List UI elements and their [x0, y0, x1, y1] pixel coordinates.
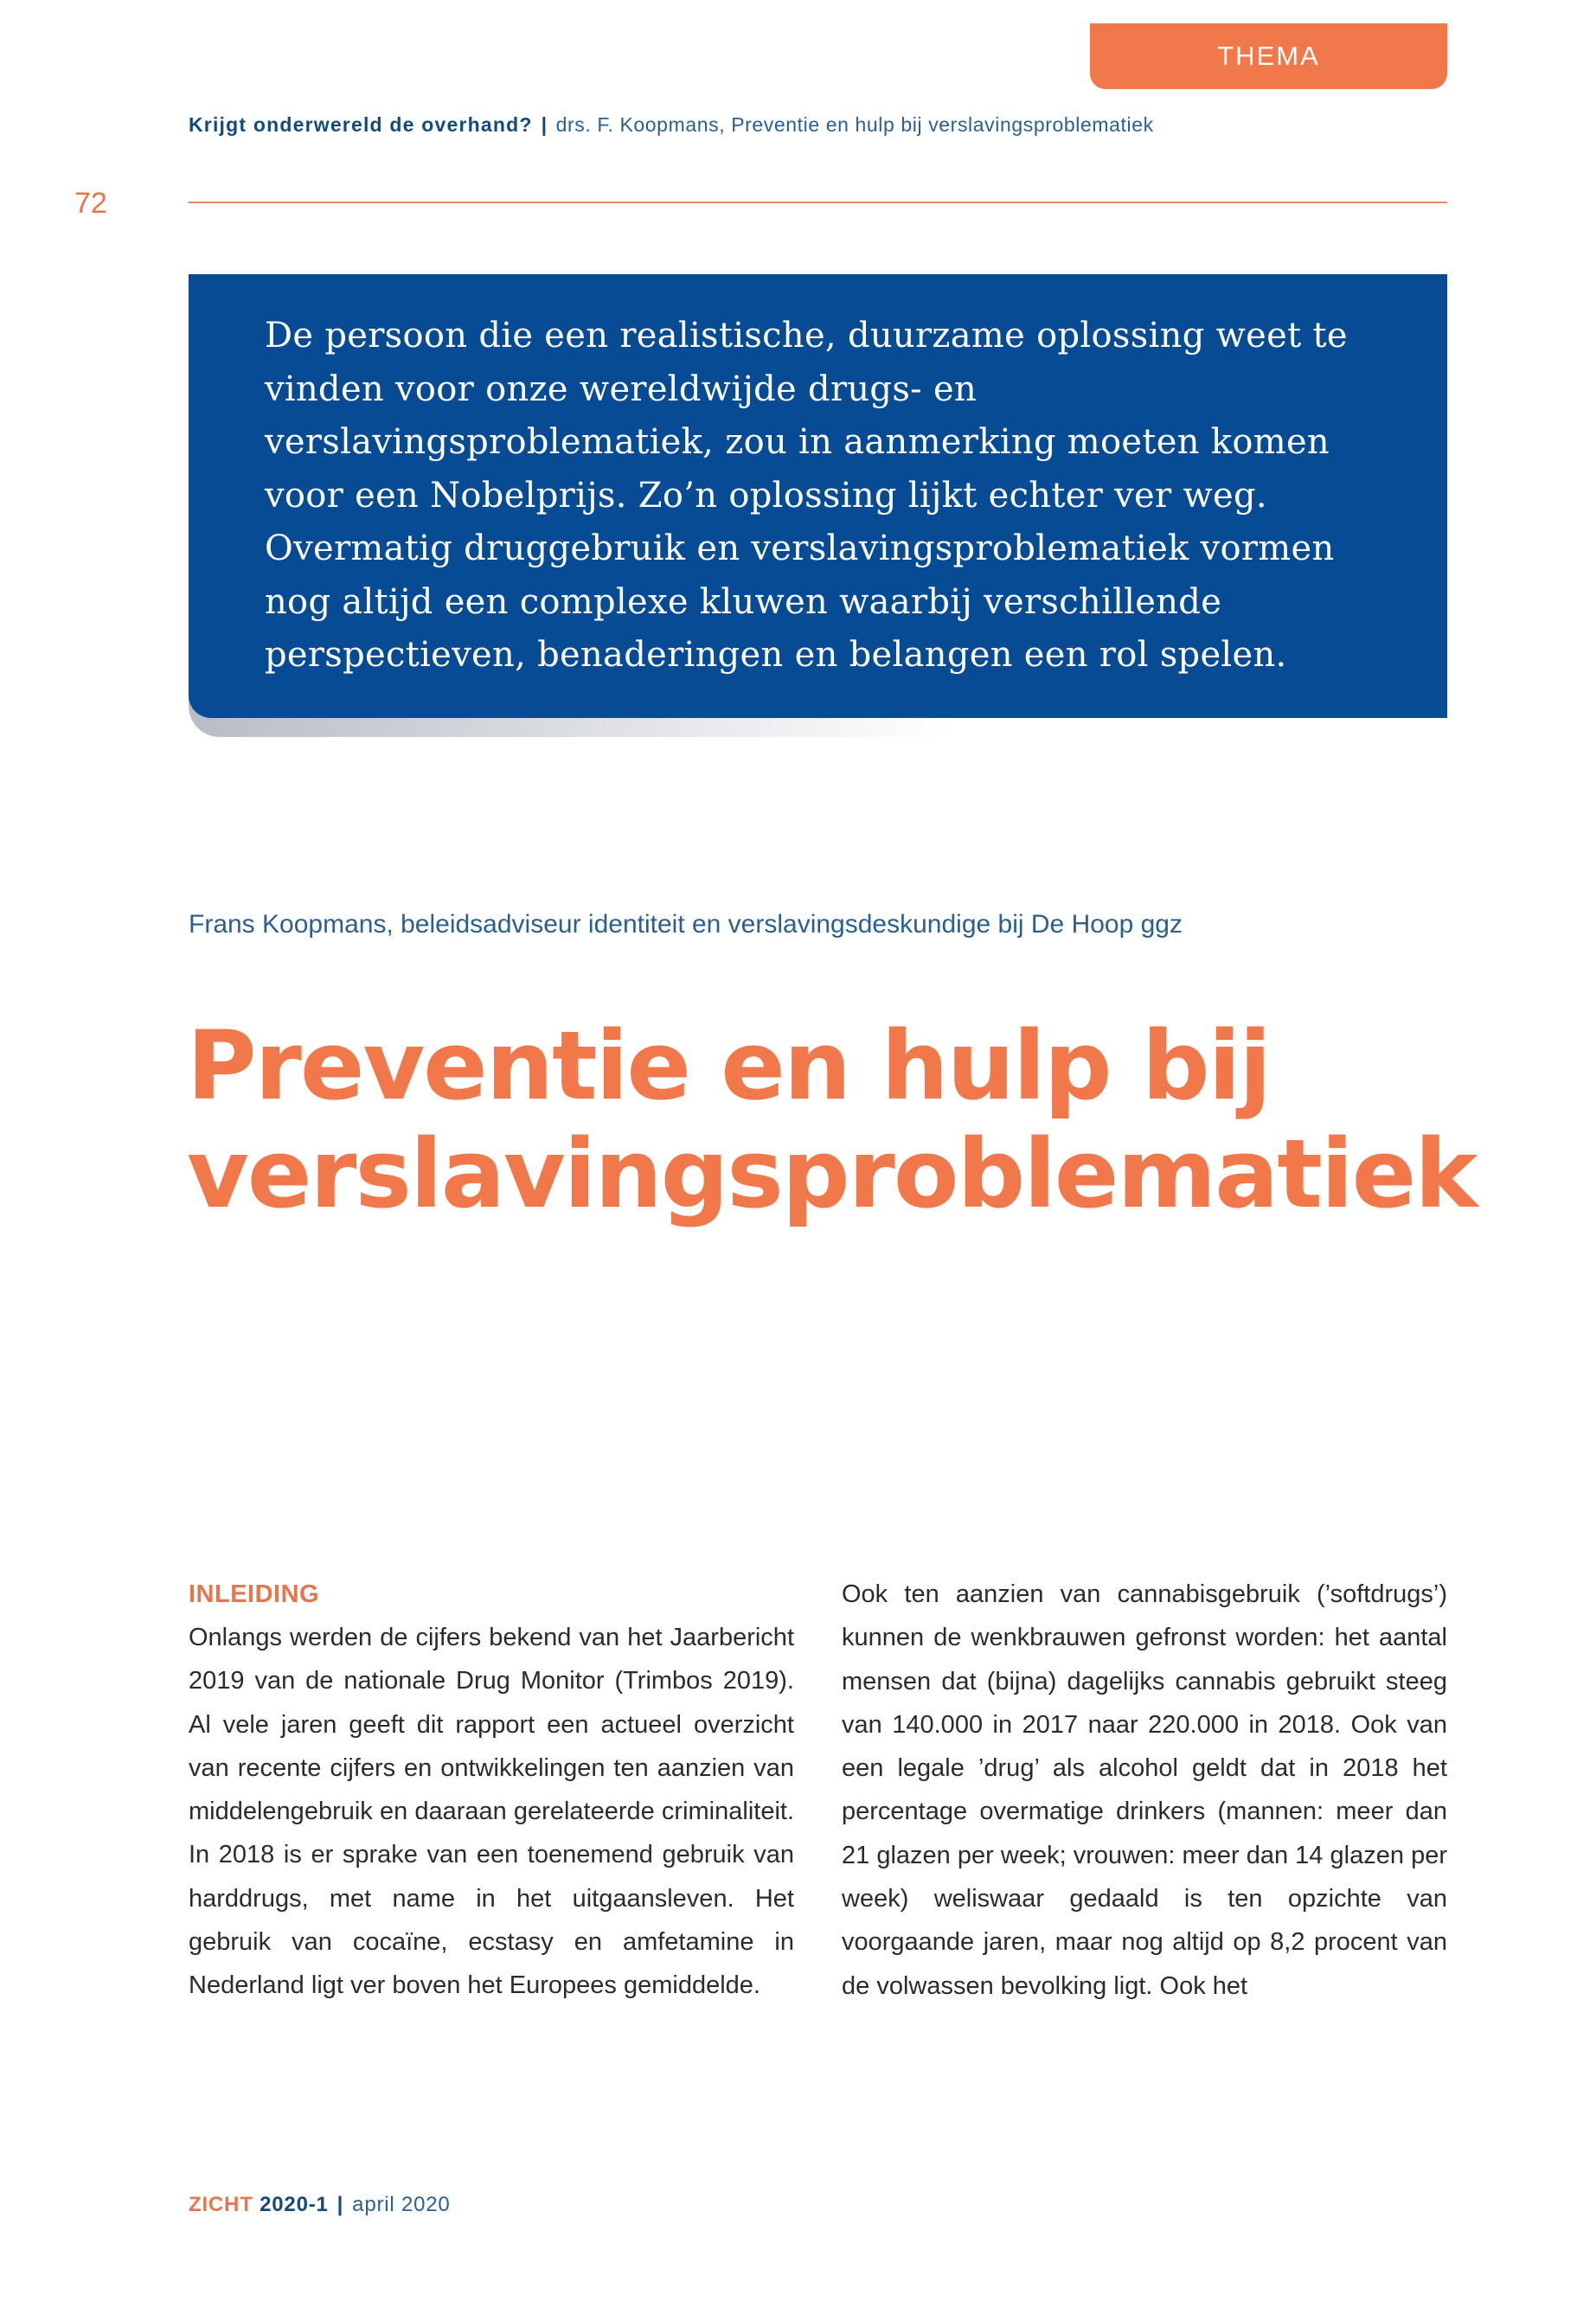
- lead-text: De persoon die een realistische, duurzame oplossing weet te vinden voor onze wereldwijde drugs- en verslavingsproblematiek, zou in aanmerking moeten komen voor een Nobelprijs. Zo’n oplossing lijkt echter ver weg. Overmatig druggebruik en verslavingsproblematiek vormen nog altijd een complexe kluwen waarbij verschillende perspectieven, benaderingen en belangen een rol spelen.: [265, 316, 1348, 675]
- body-paragraph-2: Ook ten aanzien van cannabisgebruik (’softdrugs’) kunnen de wenkbrauwen gefronst worden: het aantal mensen dat (bijna) dagelijks cannabis gebruikt steeg van 140.000 in 2017 naar 220.000 in 2018. Ook van een legale ’drug’ als alcohol geldt dat in 2018 het percentage overmatige drinkers (mannen: meer dan 21 glazen per week; vrouwen: meer dan 14 glazen per week) weliswaar gedaald is ten opzichte van voorgaande jaren, maar nog altijd op 8,2 procent van de volwassen bevolking ligt. Ook het: [842, 1580, 1447, 2000]
- body-column-left: [189, 1573, 794, 2008]
- author-line: Frans Koopmans, beleidsadviseur identiteit en verslavingsdeskundige bij De Hoop ggz: [189, 910, 1183, 939]
- article-title-line-1: Preventie en hulp bij: [187, 1010, 1271, 1121]
- header-divider: [189, 202, 1447, 203]
- body-column-right: [842, 1573, 1447, 2008]
- running-header-article: drs. F. Koopmans, Preventie en hulp bij verslavingsproblematiek: [555, 113, 1154, 136]
- footer-magazine: ZICHT: [189, 2193, 253, 2216]
- footer-separator: |: [337, 2193, 344, 2216]
- section-tab: THEMA: [1090, 23, 1447, 89]
- article-title-line-2: verslavingsproblematiek: [187, 1118, 1477, 1229]
- footer-date: april 2020: [352, 2193, 451, 2216]
- running-header-separator: |: [541, 113, 548, 136]
- article-title: [187, 1012, 1536, 1228]
- running-header: [189, 113, 1154, 137]
- lead-box: [189, 274, 1447, 718]
- page-number: 72: [74, 187, 107, 220]
- running-header-series: Krijgt onderwereld de overhand?: [189, 113, 533, 136]
- section-heading: INLEIDING: [189, 1580, 320, 1608]
- body-paragraph-1: Onlangs werden de cijfers bekend van het Jaarbericht 2019 van de nationale Drug Monitor (Trimbos 2019). Al vele jaren geeft dit rapport een actueel overzicht van recente cijfers en ontwikkelingen ten aanzien van middelengebruik en daaraan gerelateerde criminaliteit. In 2018 is er sprake van een toenemend gebruik van harddrugs, met name in het uitgaansleven. Het gebruik van cocaïne, ecstasy en amfetamine in Nederland ligt ver boven het Europees gemiddelde.: [189, 1624, 794, 2000]
- footer: [189, 2193, 451, 2217]
- footer-issue: 2020-1: [260, 2193, 329, 2216]
